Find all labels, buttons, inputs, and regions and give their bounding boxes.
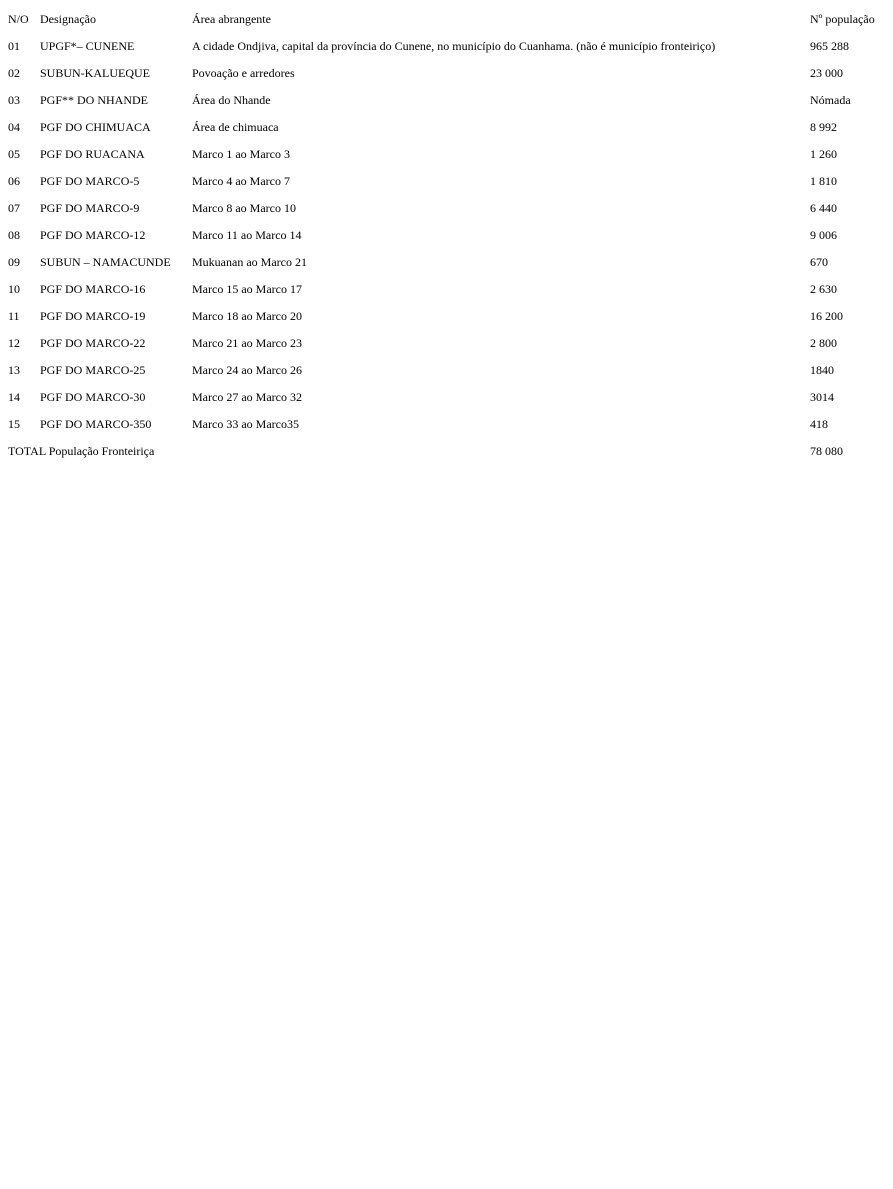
- table-row: [4, 59, 892, 86]
- table-row: [4, 329, 892, 356]
- row-designacao: PGF DO MARCO-22: [40, 335, 146, 350]
- table-row: [4, 302, 892, 329]
- table-row: [4, 140, 892, 167]
- total-row: [4, 437, 892, 464]
- row-designacao: PGF DO CHIMUACA: [40, 119, 151, 134]
- row-area: Mukuanan ao Marco 21: [192, 254, 307, 269]
- row-no: 13: [8, 362, 20, 377]
- row-area: Marco 15 ao Marco 17: [192, 281, 302, 296]
- row-no: 07: [8, 200, 20, 215]
- table-row: [4, 221, 892, 248]
- row-area: Marco 4 ao Marco 7: [192, 173, 290, 188]
- row-area: Área do Nhande: [192, 92, 271, 107]
- table-row: [4, 167, 892, 194]
- row-no: 06: [8, 173, 20, 188]
- row-designacao: PGF DO MARCO-9: [40, 200, 140, 215]
- row-no: 14: [8, 389, 20, 404]
- row-area: Marco 8 ao Marco 10: [192, 200, 296, 215]
- row-area: Marco 21 ao Marco 23: [192, 335, 302, 350]
- row-no: 01: [8, 38, 20, 53]
- row-designacao: PGF DO MARCO-30: [40, 389, 146, 404]
- row-populacao: 6 440: [810, 200, 837, 215]
- header-populacao: Nº população: [810, 11, 875, 26]
- row-area: Povoação e arredores: [192, 65, 295, 80]
- table-row: [4, 248, 892, 275]
- table-row: [4, 32, 892, 59]
- table-row: [4, 113, 892, 140]
- table-row: [4, 86, 892, 113]
- row-designacao: PGF DO MARCO-5: [40, 173, 140, 188]
- row-populacao: 1 260: [810, 146, 837, 161]
- table-row: [4, 410, 892, 437]
- row-no: 12: [8, 335, 20, 350]
- row-no: 02: [8, 65, 20, 80]
- row-designacao: PGF DO RUACANA: [40, 146, 145, 161]
- row-populacao: 9 006: [810, 227, 837, 242]
- row-no: 10: [8, 281, 20, 296]
- row-populacao: 3014: [810, 389, 834, 404]
- row-populacao: 16 200: [810, 308, 843, 323]
- row-designacao: SUBUN-KALUEQUE: [40, 65, 150, 80]
- row-populacao: 23 000: [810, 65, 843, 80]
- row-area: Marco 1 ao Marco 3: [192, 146, 290, 161]
- row-no: 05: [8, 146, 20, 161]
- row-designacao: PGF DO MARCO-19: [40, 308, 146, 323]
- row-area: Marco 27 ao Marco 32: [192, 389, 302, 404]
- row-populacao: 418: [810, 416, 828, 431]
- total-label: TOTAL População Fronteiriça: [8, 443, 155, 458]
- row-populacao: 965 288: [810, 38, 849, 53]
- header-no: N/O: [8, 11, 29, 26]
- row-designacao: UPGF*– CUNENE: [40, 38, 135, 53]
- row-area: Marco 24 ao Marco 26: [192, 362, 302, 377]
- row-no: 08: [8, 227, 20, 242]
- table-row: [4, 194, 892, 221]
- row-designacao: PGF DO MARCO-350: [40, 416, 152, 431]
- row-no: 11: [8, 308, 20, 323]
- row-designacao: PGF DO MARCO-16: [40, 281, 146, 296]
- header-area: Área abrangente: [192, 11, 271, 26]
- table-row: [4, 275, 892, 302]
- row-populacao: 2 630: [810, 281, 837, 296]
- row-no: 03: [8, 92, 20, 107]
- row-area: Área de chimuaca: [192, 119, 279, 134]
- row-area: Marco 33 ao Marco35: [192, 416, 299, 431]
- row-populacao: 670: [810, 254, 828, 269]
- header-designacao: Designação: [40, 11, 96, 26]
- row-no: 09: [8, 254, 20, 269]
- row-designacao: PGF DO MARCO-12: [40, 227, 146, 242]
- row-populacao: 1 810: [810, 173, 837, 188]
- row-designacao: SUBUN – NAMACUNDE: [40, 254, 171, 269]
- row-designacao: PGF DO MARCO-25: [40, 362, 146, 377]
- row-area: Marco 11 ao Marco 14: [192, 227, 302, 242]
- row-populacao: 1840: [810, 362, 834, 377]
- table-row: [4, 383, 892, 410]
- table-body: [4, 5, 892, 464]
- row-populacao: 8 992: [810, 119, 837, 134]
- table-row: [4, 356, 892, 383]
- header-row: [4, 5, 892, 32]
- row-populacao: Nómada: [810, 92, 851, 107]
- population-table: [4, 5, 892, 464]
- row-area: A cidade Ondjiva, capital da província do Cunene, no município do Cuanhama. (não é município fronteiriço): [192, 38, 716, 53]
- row-no: 15: [8, 416, 20, 431]
- row-populacao: 2 800: [810, 335, 837, 350]
- row-area: Marco 18 ao Marco 20: [192, 308, 302, 323]
- row-no: 04: [8, 119, 20, 134]
- total-populacao: 78 080: [810, 443, 843, 458]
- row-designacao: PGF** DO NHANDE: [40, 92, 149, 107]
